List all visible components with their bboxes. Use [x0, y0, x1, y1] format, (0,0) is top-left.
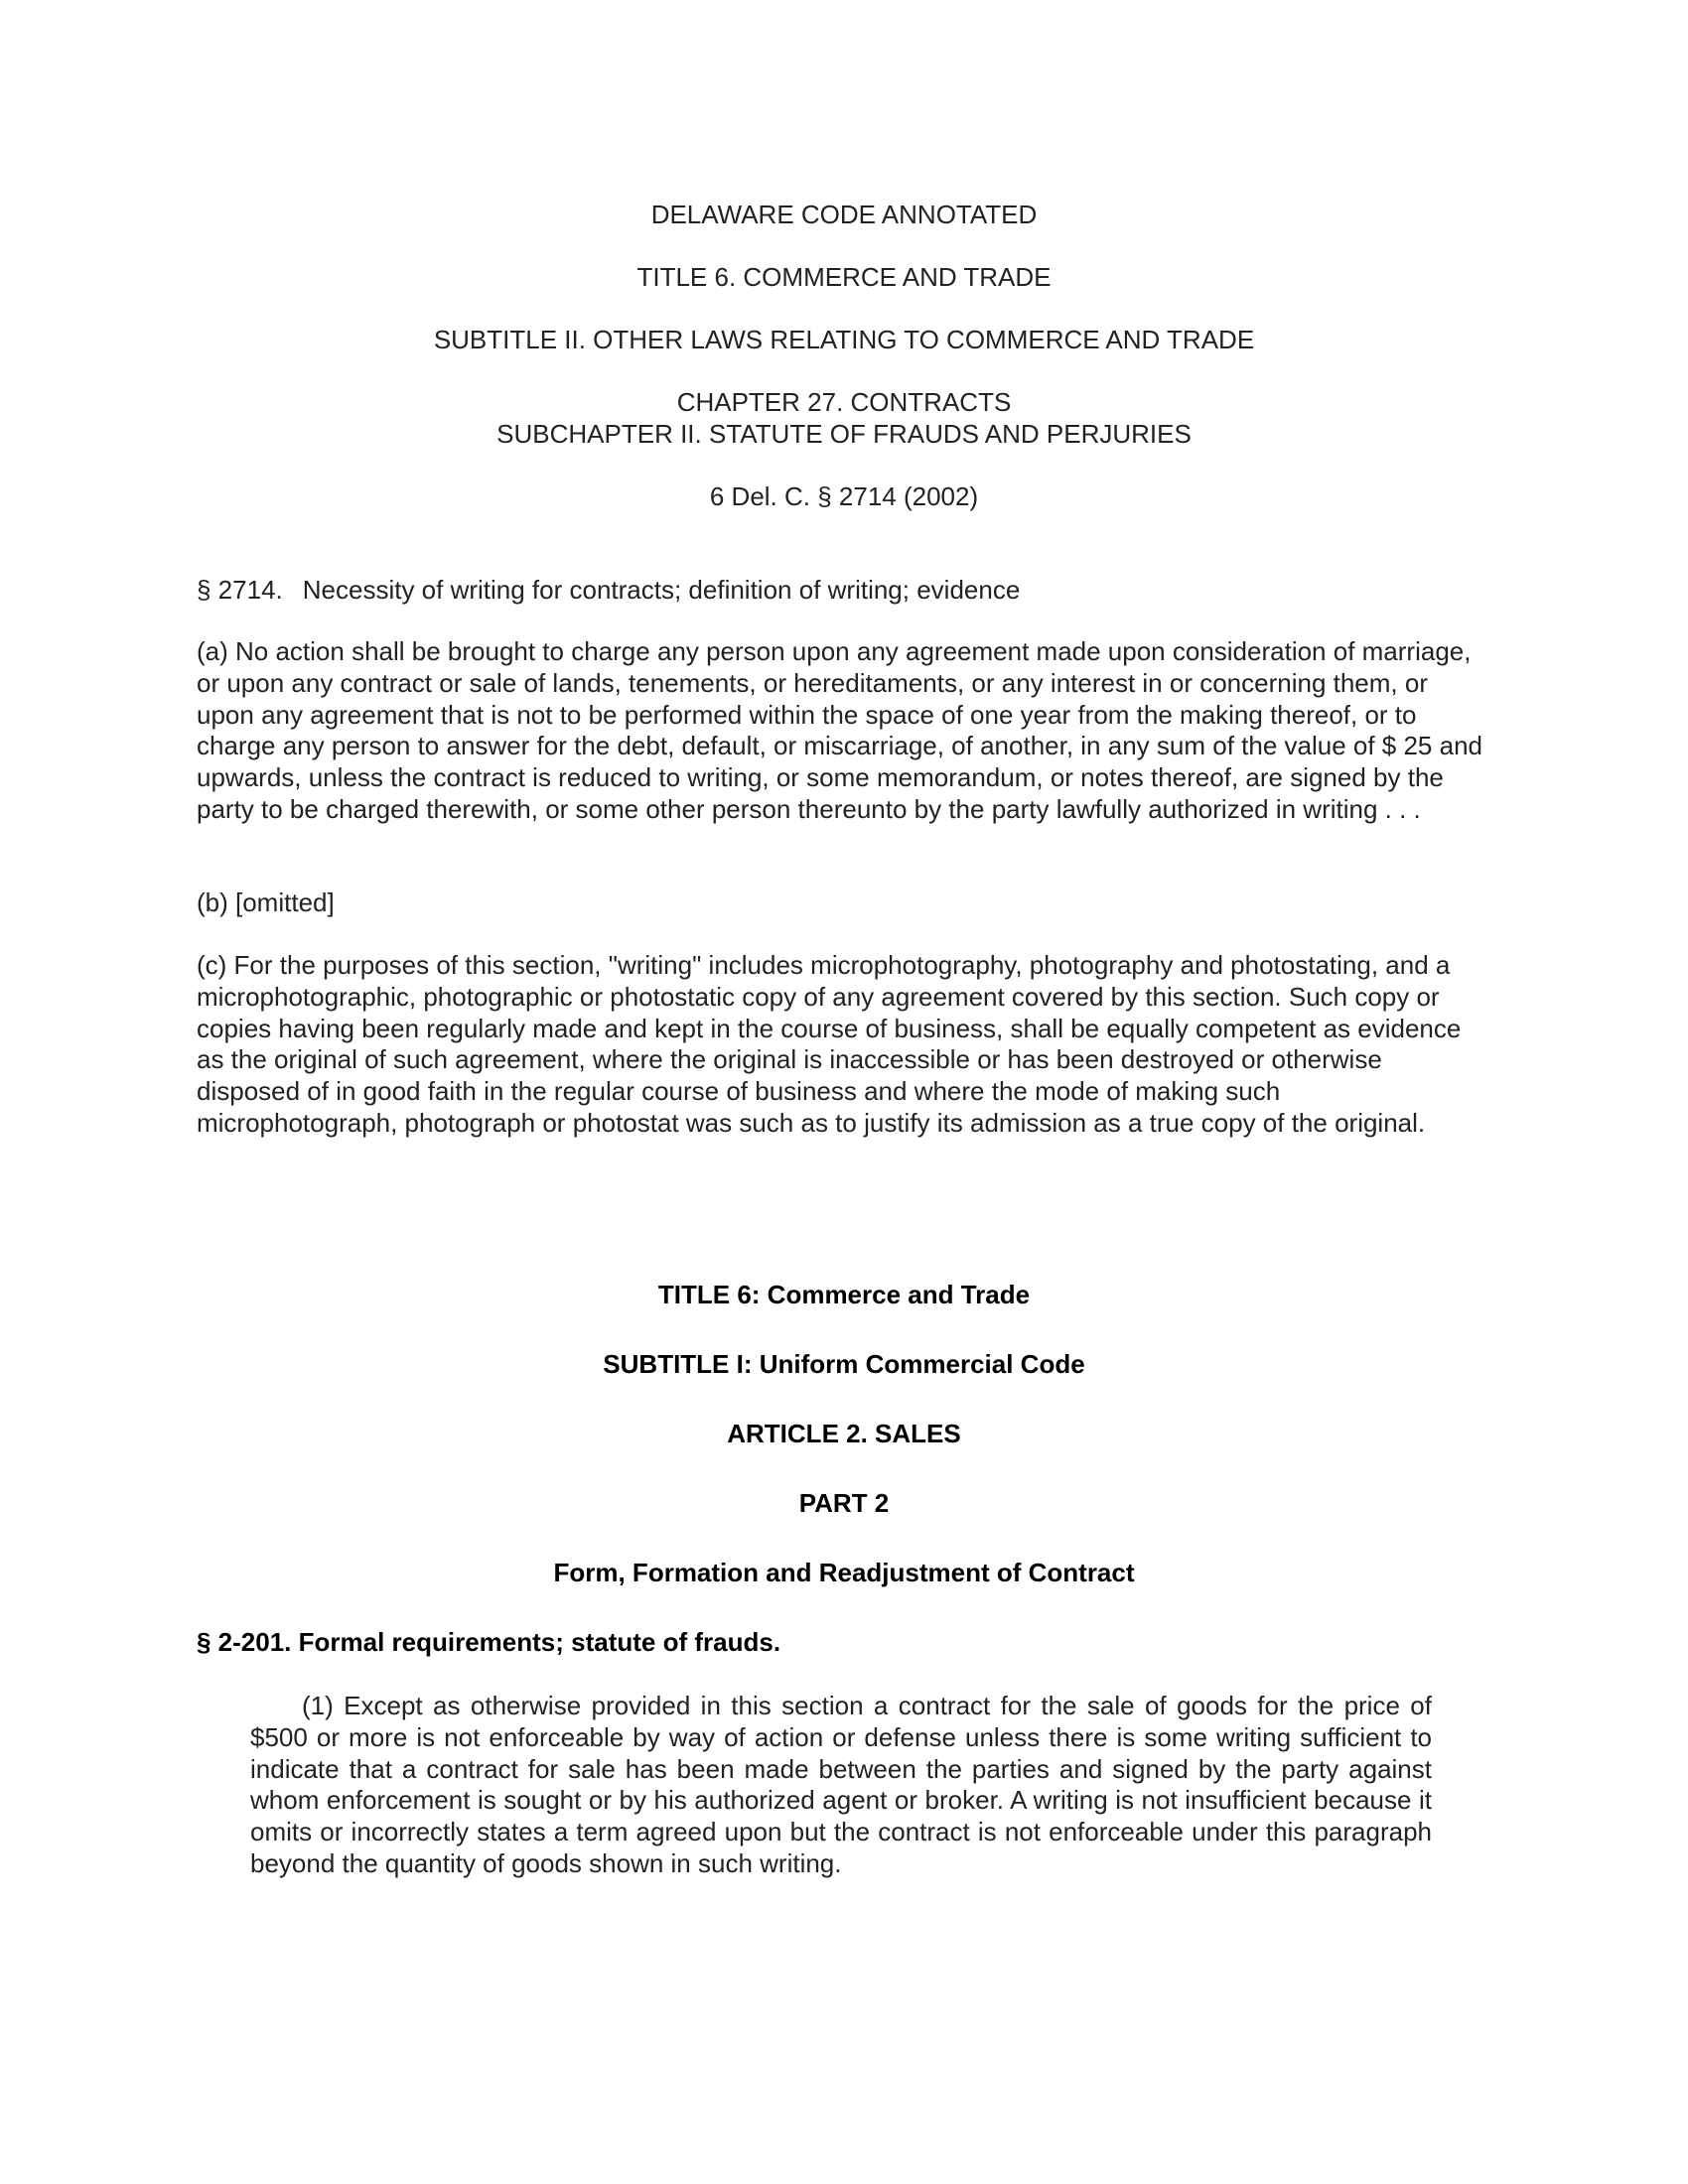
ucc-article-heading: ARTICLE 2. SALES	[727, 1419, 961, 1448]
ucc-subtitle-heading: SUBTITLE I: Uniform Commercial Code	[603, 1349, 1085, 1379]
section-2-201-heading: § 2-201. Formal requirements; statute of frauds.	[197, 1627, 781, 1657]
section-2714-paragraph-c: (c) For the purposes of this section, "writing" includes microphotography, photography and photostating, and a microphotographic, photographic or photostatic copy of any agreement covered by this section. Such copy or copies having been regularly made and kept in the course of business, shall be equally competent as evidence as the original of such agreement, where the original is inaccessible or has been destroyed or otherwise disposed of in good faith in the regular course of business and where the mode of making such microphotograph, photograph or photostat was such as to justify its admission as a true copy of the original.	[197, 950, 1462, 1138]
subchapter-heading: SUBCHAPTER II. STATUTE OF FRAUDS AND PERJURIES	[496, 419, 1192, 449]
section-2714-heading	[197, 574, 1020, 606]
section-2714-paragraph-b: (b) [omitted]	[197, 887, 335, 917]
chapter-heading: CHAPTER 27. CONTRACTS	[676, 387, 1012, 417]
section-2-201-paragraph-1: (1) Except as otherwise provided in this section a contract for the sale of goods for the price of $500 or more is not enforceable by way of action or defense unless there is some writing sufficient to indicate that a contract for sale has been made between the parties and signed by the party against whom enforcement is sought or by his authorized agent or broker. A writing is not insufficient because it omits or incorrectly states a term agreed upon but the contract is not enforceable under this paragraph beyond the quantity of goods shown in such writing.	[250, 1691, 1432, 1878]
section-2714-title: Necessity of writing for contracts; definition of writing; evidence	[302, 575, 1021, 605]
section-2714-number: § 2714.	[197, 575, 283, 605]
ucc-part-heading: PART 2	[798, 1488, 890, 1518]
citation: 6 Del. C. § 2714 (2002)	[709, 481, 979, 511]
section-2714-paragraph-a: (a) No action shall be brought to charge any person upon any agreement made upon consideration of marriage, or upon any contract or sale of lands, tenements, or hereditaments, or any interest in or concerning them, or upon any agreement that is not to be performed within the space of one year from the making thereof, or to charge any person to answer for the debt, default, or miscarriage, of another, in any sum of the value of $ 25 and upwards, unless the contract is reduced to writing, or some memorandum, or notes thereof, are signed by the party to be charged therewith, or some other person thereunto by the party lawfully authorized in writing . . .	[197, 636, 1482, 824]
title-heading: TITLE 6. COMMERCE AND TRADE	[636, 262, 1052, 292]
ucc-part-name-heading: Form, Formation and Readjustment of Contract	[553, 1558, 1135, 1587]
ucc-title-heading: TITLE 6: Commerce and Trade	[657, 1280, 1031, 1309]
subtitle-heading: SUBTITLE II. OTHER LAWS RELATING TO COMMERCE AND TRADE	[433, 325, 1255, 354]
code-name-heading: DELAWARE CODE ANNOTATED	[650, 200, 1038, 229]
